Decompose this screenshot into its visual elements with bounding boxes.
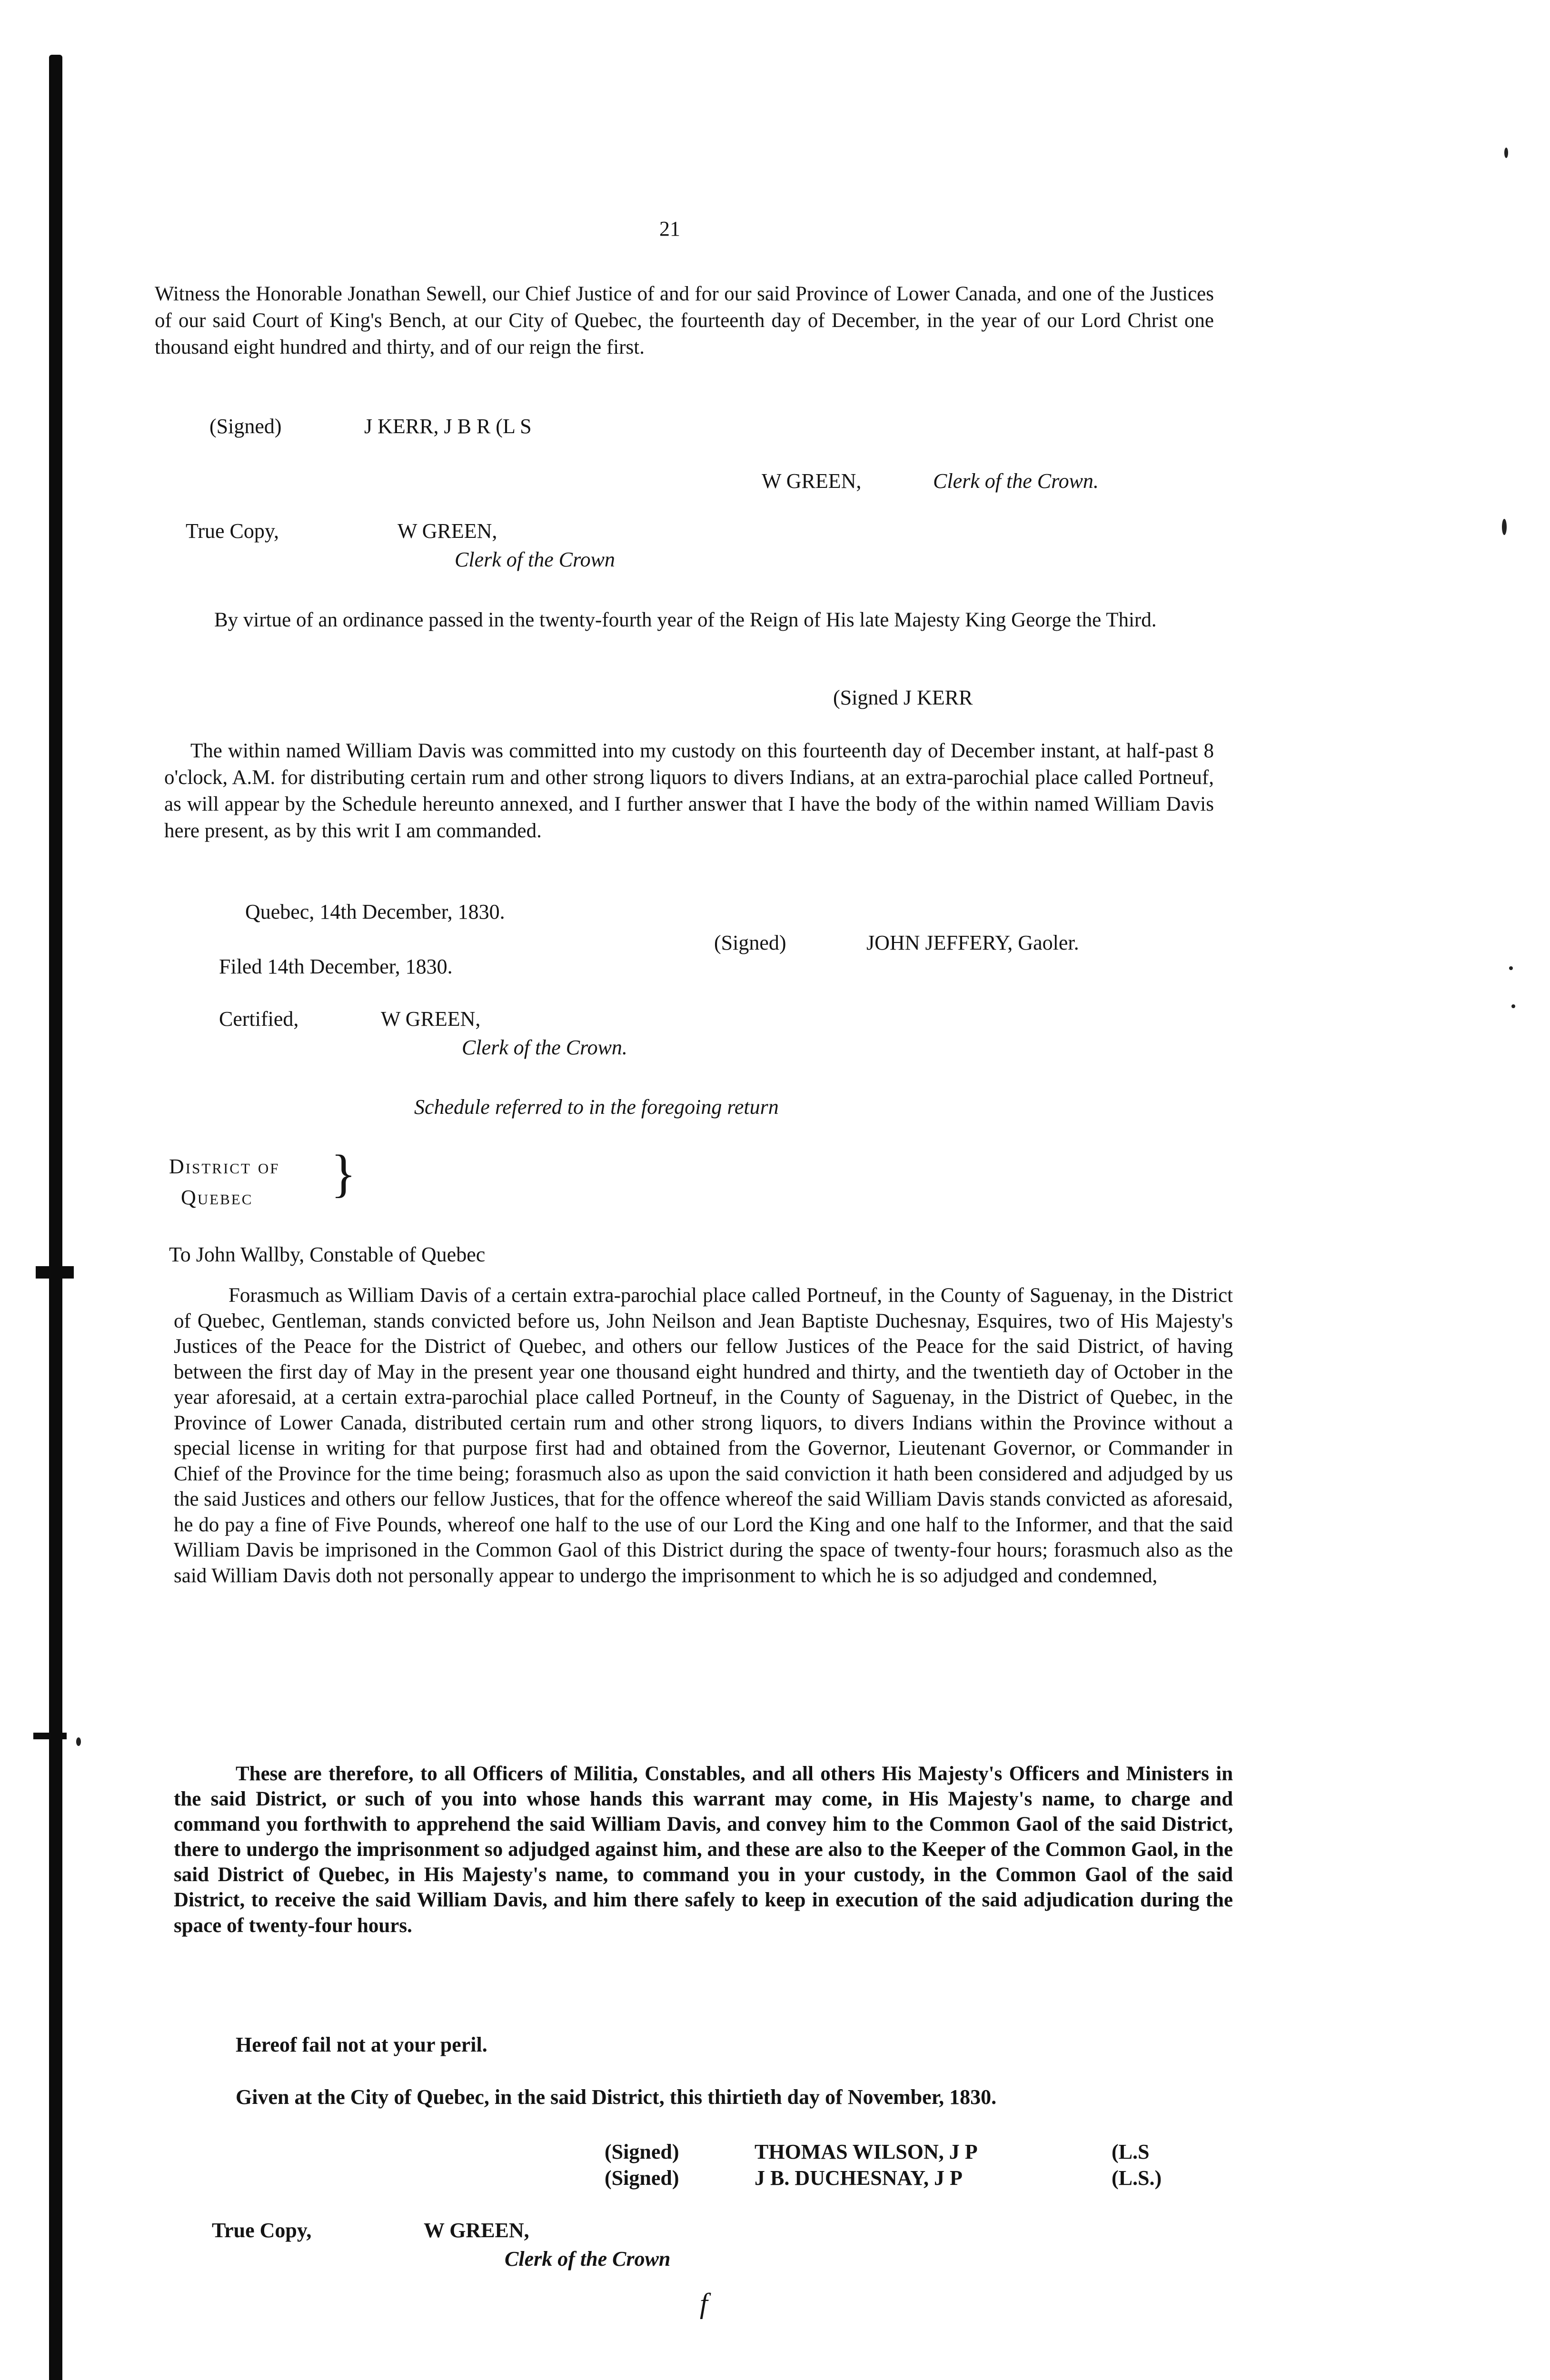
return-signer: JOHN JEFFERY, Gaoler. — [866, 931, 1079, 954]
signed-label: (Signed) — [209, 415, 282, 438]
binding-mark — [33, 1733, 67, 1739]
warrant-paragraph-1: Forasmuch as William Davis of a certain extra-parochial place called Portneuf, in the County of Saguenay, in the District of Quebec, Gentleman, stands convicted before us, John Neilson and Jean Baptiste Duchesnay, Esquires, two of His Majesty's Justices of the Peace for the District of Quebec, and others our fellow Justices of the Peace for the said District, of having between the first day of May in the present year one thousand eight hundred and thirty, and the twentieth day of October in the year aforesaid, at a certain extra-parochial place called Portneuf, in the County of Saguenay, in the District of Quebec, in the Province of Lower Canada, distributed certain rum and other strong liquors, to divers Indians within the Province without a special license in writing for that purpose first had and obtained from the Governor, Lieutenant Governor, or Commander in Chief of the Province for the time being; forasmuch also as upon the said conviction it hath been considered and adjudged by us the said Justices and others our fellow Justices, that for the offence whereof the said William Davis stands convicted as aforesaid, he do pay a fine of Five Pounds, whereof one half to the use of our Lord the King and one half to the Informer, and that the said William Davis be imprisoned in the Common Gaol of this District during the space of twenty-four hours; forasmuch also as the said William Davis doth not personally appear to undergo the imprisonment to which he is so adjudged and condemned, — [174, 1284, 1233, 1587]
final-true-copy-label: True Copy, — [212, 2219, 312, 2242]
given-line: Given at the City of Quebec, in the said District, this thirtieth day of November, 1830. — [236, 2085, 997, 2109]
signature-2-seal: (L.S.) — [1112, 2166, 1162, 2190]
district-line-2: Quebec — [181, 1186, 253, 1209]
warrant-paragraph-2: These are therefore, to all Officers of Militia, Constables, and all others His Majesty's Officers and Ministers in the said District, or such of you into whose hands this warrant may come, in His Majesty's name, to charge and command you forthwith to apprehend the said William Davis, and convey him to the Common Gaol of the said District, there to undergo the imprisonment so adjudged against him, and these are also to the Keeper of the Common Gaol, in the said District of Quebec, in His Majesty's name, to command you in your custody, in the Common Gaol of the said District, to receive the said William Davis, and him there safely to keep in execution of the said adjudication during the space of twenty-four hours. — [174, 1763, 1233, 1937]
scan-speck — [1509, 966, 1513, 970]
scan-speck — [1502, 519, 1507, 535]
scan-speck — [76, 1737, 81, 1746]
signature-1-seal: (L.S — [1112, 2140, 1150, 2163]
return-paragraph: The within named William Davis was committed into my custody on this fourteenth day of December instant, at half-past 8 o'clock, A.M. for distributing certain rum and other strong liquors to divers Indians, at an extra-parochial place called Portneuf, as will appear by the Schedule hereunto annexed, and I further answer that I have the body of the within named William Davis here present, as by this writ I am commanded. — [164, 740, 1214, 842]
page-binding-edge — [49, 55, 62, 2380]
signature-1-name: THOMAS WILSON, J P — [755, 2140, 978, 2163]
scan-speck — [1504, 148, 1508, 158]
signature-1-label: (Signed) — [605, 2140, 679, 2163]
district-line-1: District of — [169, 1155, 280, 1178]
return-signed-label: (Signed) — [714, 931, 786, 954]
signed-name: J KERR, J B R (L S — [364, 415, 532, 438]
final-true-copy-name: W GREEN, — [424, 2219, 529, 2242]
scan-speck — [1511, 1004, 1515, 1008]
hereof-line: Hereof fail not at your peril. — [236, 2033, 487, 2056]
filed-line: Filed 14th December, 1830. — [219, 955, 453, 978]
page-number: 21 — [659, 217, 680, 240]
certified-title: Clerk of the Crown. — [462, 1036, 627, 1059]
witness-paragraph: Witness the Honorable Jonathan Sewell, our Chief Justice of and for our said Province of Lower Canada, and one of the Justices of our said Court of King's Bench, at our City of Quebec, the fourteenth day of December, in the year of our Lord Christ one thousand eight hundred and thirty, and of our reign the first. — [155, 283, 1214, 358]
binding-mark — [36, 1266, 74, 1279]
true-copy-name: W GREEN, — [397, 519, 497, 543]
district-brace: } — [331, 1144, 356, 1202]
clerk-signature: W GREEN, — [762, 469, 862, 493]
signature-2-name: J B. DUCHESNAY, J P — [755, 2166, 963, 2190]
certified-label: Certified, — [219, 1007, 299, 1031]
ordinance-signed: (Signed J KERR — [833, 686, 973, 709]
final-mark: f — [700, 2288, 708, 2319]
final-true-copy-title: Clerk of the Crown — [505, 2247, 671, 2271]
return-date: Quebec, 14th December, 1830. — [245, 900, 505, 923]
schedule-heading: Schedule referred to in the foregoing return — [414, 1095, 779, 1119]
true-copy-label: True Copy, — [186, 519, 279, 543]
signature-2-label: (Signed) — [605, 2166, 679, 2190]
ordinance-paragraph: By virtue of an ordinance passed in the twenty-fourth year of the Reign of His late Majesty King George the Third. — [214, 609, 1157, 631]
clerk-title: Clerk of the Crown. — [933, 469, 1099, 493]
to-line: To John Wallby, Constable of Quebec — [169, 1243, 486, 1266]
certified-name: W GREEN, — [381, 1007, 481, 1031]
true-copy-title: Clerk of the Crown — [455, 548, 615, 571]
